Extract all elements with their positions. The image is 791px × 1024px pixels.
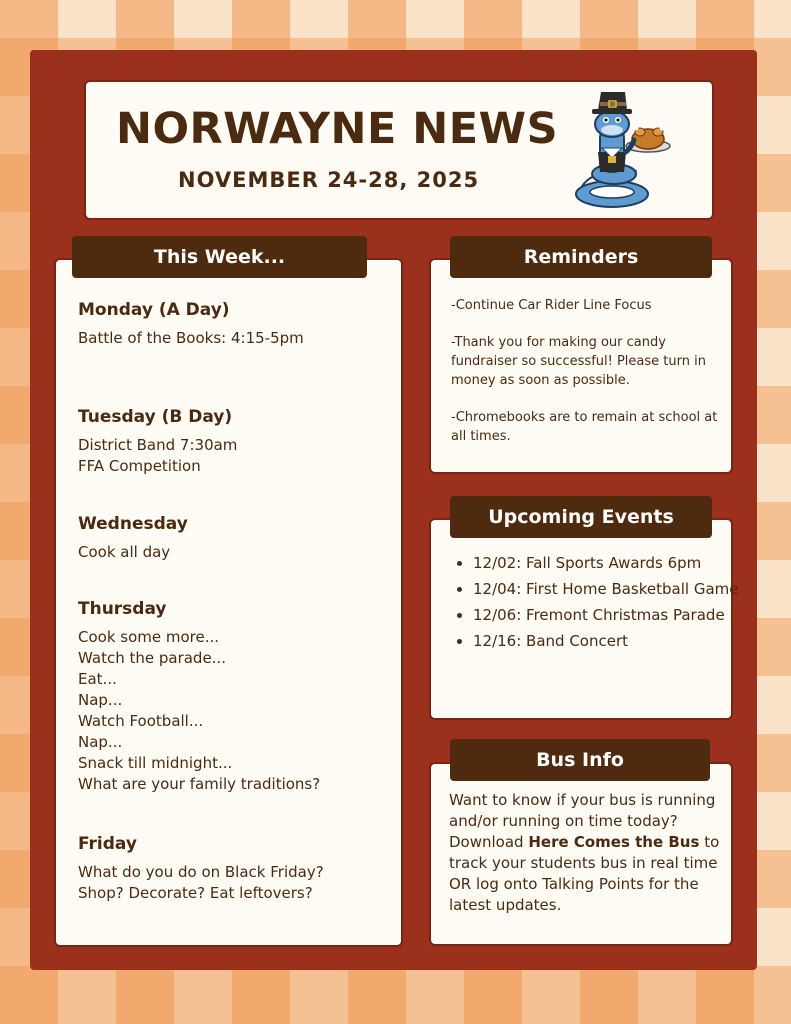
event-item: • 12/04: First Home Basketball Game <box>473 576 743 602</box>
day-line: FFA Competition <box>78 457 201 475</box>
day-name: Monday (A Day) <box>78 300 230 320</box>
bus-app-name: Here Comes the Bus <box>528 833 700 851</box>
reminders-heading: Reminders <box>450 236 712 278</box>
reminder-item: -Chromebooks are to remain at school at all times. <box>451 410 718 444</box>
bus-info-heading: Bus Info <box>450 739 710 781</box>
day-line: Nap... <box>78 733 123 751</box>
bus-info-question: Want to know if your bus is running and/or running on time today? <box>449 791 716 830</box>
day-tuesday <box>78 407 388 477</box>
events-list <box>451 550 743 654</box>
day-line: Watch Football... <box>78 712 204 730</box>
day-name: Tuesday (B Day) <box>78 407 233 427</box>
newsletter-date: NOVEMBER 24-28, 2025 <box>178 168 480 192</box>
this-week-card <box>54 258 403 947</box>
newsletter-title: NORWAYNE NEWS <box>116 104 559 154</box>
this-week-heading: This Week... <box>72 236 367 278</box>
header-card <box>84 80 714 220</box>
day-thursday <box>78 599 388 795</box>
reminder-item: -Thank you for making our candy fundraiser so successful! Please turn in money as soon as possible. <box>451 335 706 388</box>
bus-info-text <box>449 790 725 916</box>
bus-info-card <box>429 762 733 946</box>
event-item: • 12/06: Fremont Christmas Parade <box>473 602 743 628</box>
upcoming-events-heading: Upcoming Events <box>450 496 712 538</box>
event-item: • 12/16: Band Concert <box>473 628 743 654</box>
day-monday <box>78 300 388 349</box>
day-line: Watch the parade... <box>78 649 226 667</box>
day-wednesday <box>78 514 388 563</box>
reminders-list <box>451 296 723 464</box>
day-name: Thursday <box>78 599 167 619</box>
day-name: Wednesday <box>78 514 188 534</box>
day-line: District Band 7:30am <box>78 436 238 454</box>
bus-info-download: Download <box>449 833 529 851</box>
reminder-item: -Continue Car Rider Line Focus <box>451 298 652 313</box>
day-line: What do you do on Black Friday? <box>78 863 324 881</box>
day-name: Friday <box>78 834 137 854</box>
day-line: Cook some more... <box>78 628 220 646</box>
pilgrim-snake-with-turkey-icon <box>574 90 674 212</box>
day-line: Snack till midnight... <box>78 754 233 772</box>
day-friday <box>78 834 388 904</box>
upcoming-events-card <box>429 518 739 720</box>
day-line: Cook all day <box>78 543 171 561</box>
bus-info-details: to track your students bus in real time OR log onto Talking Points for the latest updates. <box>449 833 720 914</box>
day-line: Eat... <box>78 670 117 688</box>
event-item: • 12/02: Fall Sports Awards 6pm <box>473 550 743 576</box>
day-line: What are your family traditions? <box>78 775 321 793</box>
day-line: Battle of the Books: 4:15-5pm <box>78 329 304 347</box>
day-line: Shop? Decorate? Eat leftovers? <box>78 884 313 902</box>
reminders-card <box>429 258 733 474</box>
day-line: Nap... <box>78 691 123 709</box>
